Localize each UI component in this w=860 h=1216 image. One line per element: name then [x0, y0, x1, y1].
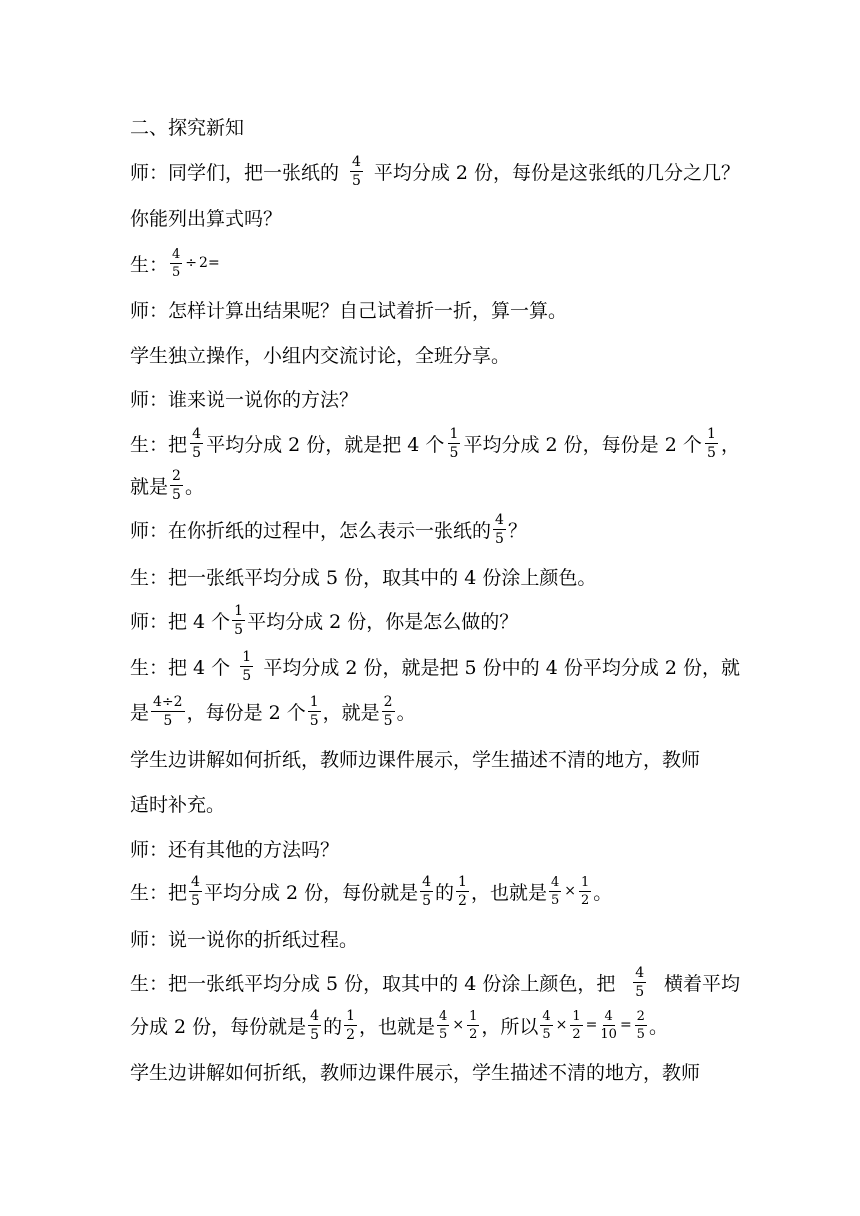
- fraction-one-fifth: $\frac{1}{5}$: [449, 425, 459, 461]
- paragraph-line-6: 师：谁来说一说你的方法？: [130, 388, 359, 411]
- paragraph-line-21: 学生边讲解如何折纸，教师边课件展示，学生描述不清的地方，教师: [130, 1061, 701, 1084]
- fraction-one-half: $\frac{1}{2}$: [572, 1008, 581, 1042]
- section-title: 二、探究新知: [130, 116, 245, 139]
- fraction-four-fifths: $\frac{4}{5}$: [495, 511, 504, 547]
- paragraph-line-10: 生：把一张纸平均分成 5 份，取其中的 4 份涂上颜色。: [130, 566, 597, 589]
- paragraph-line-5: 学生独立操作，小组内交流讨论，全班分享。: [130, 344, 511, 367]
- fraction-four-fifths: $\frac{4}{5}$: [351, 153, 361, 189]
- fraction-four-fifths: $\frac{4}{5}$: [192, 425, 202, 461]
- fraction-four-div-two-over-five: $\frac{4\div 2}{5}$: [153, 693, 183, 729]
- fraction-four-fifths: $\frac{4}{5}$: [310, 1007, 320, 1043]
- paragraph-line-7: 生：把 $\frac{4}{5}$ 平均分成 2 份，就是把 4 个 $\frac{1}{5}$ 平均分成 2 份，每份是 2 个 $\frac{1}{5}$ ，: [130, 425, 740, 461]
- fraction-four-fifths: $\frac{4}{5}$: [635, 964, 645, 1000]
- fraction-two-fifths: $\frac{2}{5}$: [636, 1008, 645, 1042]
- paragraph-line-14: 学生边讲解如何折纸，教师边课件展示，学生描述不清的地方，教师: [130, 748, 701, 771]
- paragraph-line-8: 就是 $\frac{2}{5}$ 。: [130, 467, 204, 503]
- fraction-four-fifths: $\frac{4}{5}$: [172, 246, 181, 280]
- paragraph-line-20: 分成 2 份，每份就是 $\frac{4}{5}$ 的 $\frac{1}{2}$ ，也就是 $\frac{4}{5}$ × $\frac{1}{2}$ ，所以 $\frac{4}{5}$ × $\frac{1}{2}$ = $\frac{4}{10}$ = $\frac{2}{5}$ 。: [130, 1007, 668, 1043]
- paragraph-line-1: 师：同学们，把一张纸的 $\frac{4}{5}$ 平均分成 2 份，每份是这张纸的几分之几？: [130, 153, 740, 189]
- fraction-one-half: $\frac{1}{2}$: [469, 1008, 478, 1042]
- fraction-one-fifth: $\frac{1}{5}$: [242, 648, 252, 684]
- fraction-two-fifths: $\frac{2}{5}$: [172, 467, 181, 503]
- paragraph-line-19: 生：把一张纸平均分成 5 份，取其中的 4 份涂上颜色，把 $\frac{4}{5}$ 横着平均: [130, 964, 740, 1000]
- fraction-four-fifths: $\frac{4}{5}$: [542, 1008, 551, 1042]
- fraction-one-half: $\frac{1}{2}$: [458, 873, 467, 909]
- paragraph-line-17: 生：把 $\frac{4}{5}$ 平均分成 2 份，每份就是 $\frac{4}{5}$ 的 $\frac{1}{2}$ ，也就是 $\frac{4}{5}$ × $\frac{1}{2}$ 。: [130, 873, 613, 909]
- fraction-one-fifth: $\frac{1}{5}$: [706, 425, 716, 461]
- fraction-two-fifths: $\frac{2}{5}$: [383, 693, 393, 729]
- paragraph-line-13: 是 $\frac{4\div 2}{5}$ ，每份是 2 个 $\frac{1}{5}$ ，就是 $\frac{2}{5}$ 。: [130, 693, 416, 729]
- paragraph-line-18: 师：说一说你的折纸过程。: [130, 928, 359, 951]
- paragraph-line-3: 生： $\frac{4}{5}$ ÷ 2=: [130, 246, 220, 280]
- paragraph-line-9: 师：在你折纸的过程中，怎么表示一张纸的 $\frac{4}{5}$ ？: [130, 511, 527, 547]
- paragraph-line-15: 适时补充。: [130, 793, 226, 816]
- fraction-one-half: $\frac{1}{2}$: [346, 1007, 356, 1043]
- paragraph-line-4: 师：怎样计算出结果呢？自己试着折一折，算一算。: [130, 299, 568, 322]
- fraction-one-fifth: $\frac{1}{5}$: [309, 693, 319, 729]
- fraction-four-tenths: $\frac{4}{10}$: [600, 1008, 617, 1042]
- paragraph-line-16: 师：还有其他的方法吗？: [130, 838, 340, 861]
- paragraph-line-2: 你能列出算式吗？: [130, 207, 283, 230]
- fraction-one-fifth: $\frac{1}{5}$: [234, 602, 244, 638]
- paragraph-line-12: 生：把 4 个 $\frac{1}{5}$ 平均分成 2 份，就是把 5 份中的 4 份平均分成 2 份，就: [130, 648, 740, 684]
- fraction-four-fifths: $\frac{4}{5}$: [439, 1008, 448, 1042]
- fraction-one-half: $\frac{1}{2}$: [581, 874, 590, 908]
- fraction-four-fifths: $\frac{4}{5}$: [550, 874, 560, 908]
- fraction-four-fifths: $\frac{4}{5}$: [422, 873, 432, 909]
- fraction-four-fifths: $\frac{4}{5}$: [191, 873, 200, 909]
- paragraph-line-11: 师：把 4 个 $\frac{1}{5}$ 平均分成 2 份，你是怎么做的？: [130, 602, 519, 638]
